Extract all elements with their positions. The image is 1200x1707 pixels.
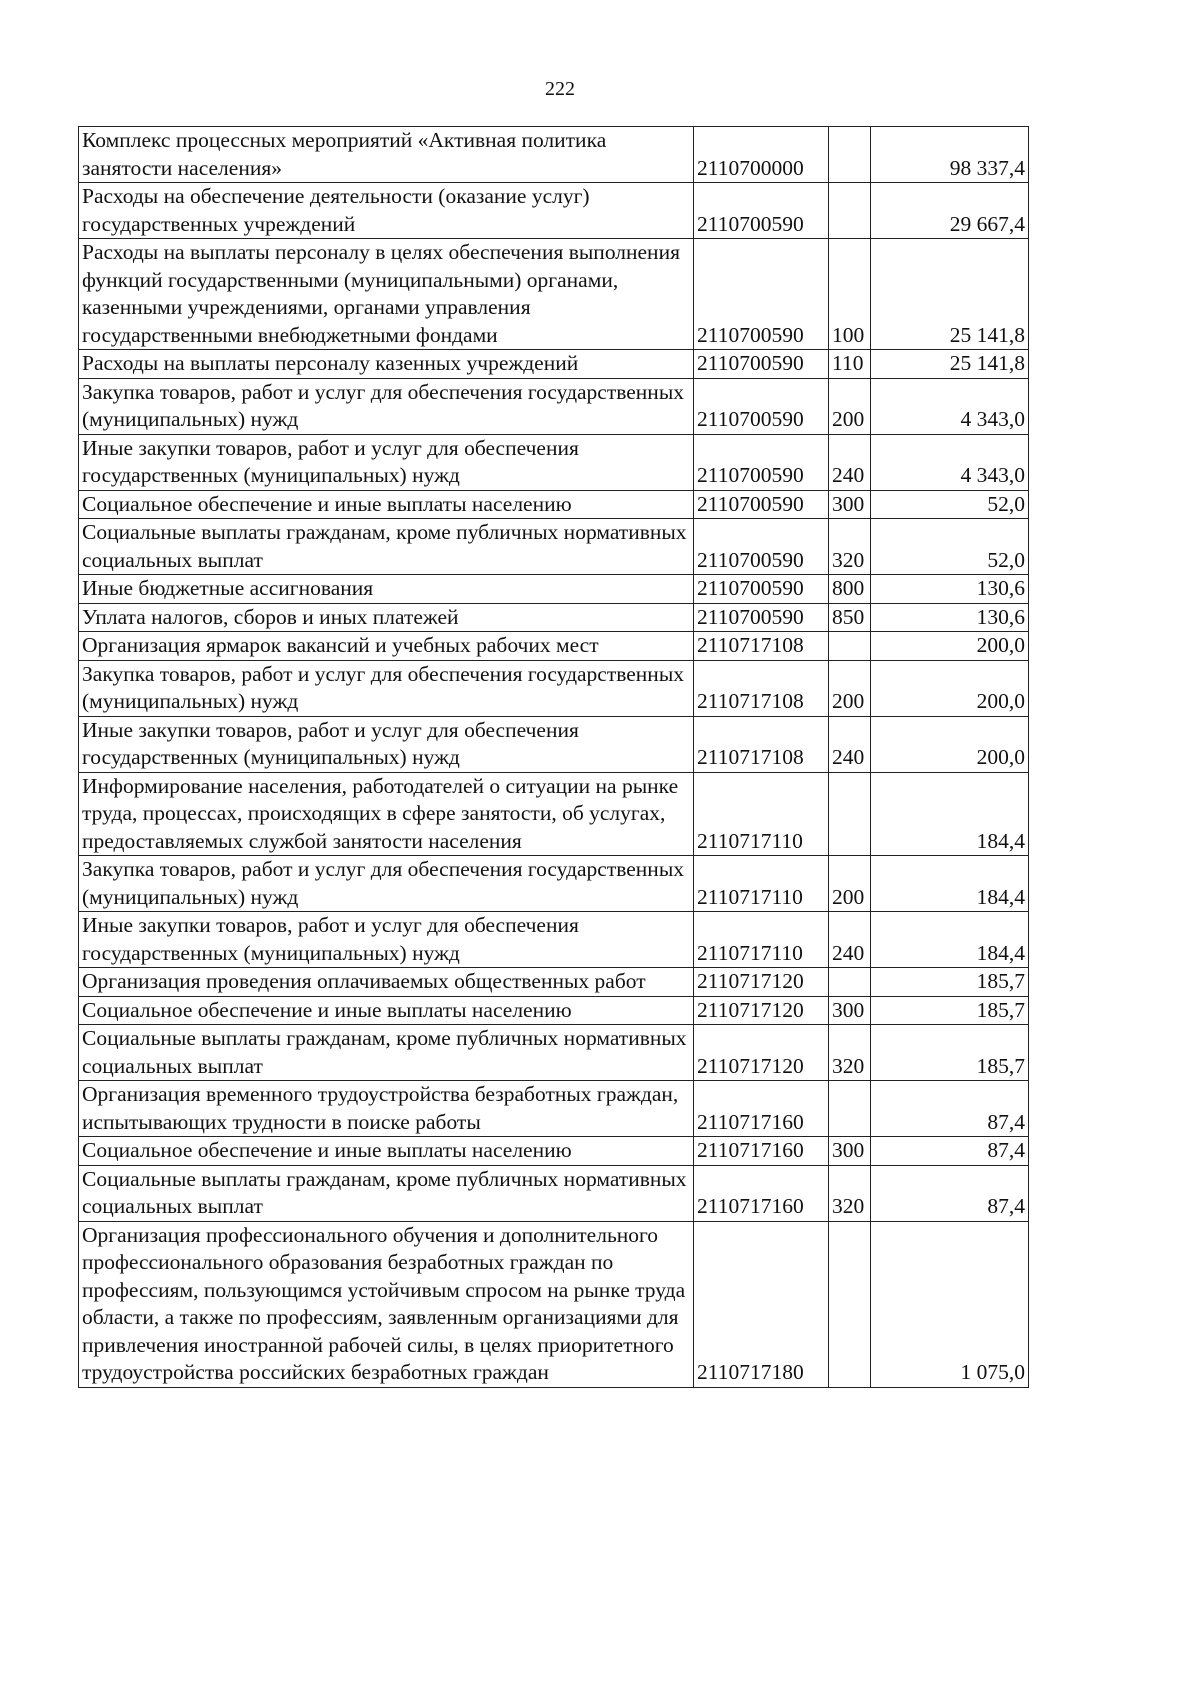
amount-cell: 87,4 [871,1081,1029,1137]
amount-cell: 200,0 [871,716,1029,772]
target-article-cell: 2110717180 [694,1221,829,1387]
target-article-cell: 2110717120 [694,1025,829,1081]
amount-cell: 87,4 [871,1165,1029,1221]
expense-name-cell: Социальное обеспечение и иные выплаты населению [79,996,694,1025]
table-row [79,603,1029,632]
expense-type-cell: 100 [829,239,871,350]
expense-name-cell: Социальные выплаты гражданам, кроме публичных нормативных социальных выплат [79,1025,694,1081]
table-row [79,1221,1029,1387]
target-article-cell: 2110700590 [694,575,829,604]
amount-cell: 52,0 [871,519,1029,575]
target-article-cell: 2110700590 [694,603,829,632]
amount-cell: 184,4 [871,912,1029,968]
target-article-cell: 2110717108 [694,660,829,716]
expense-name-cell: Организация профессионального обучения и дополнительного профессионального образования безработных граждан по профессиям, пользующимся устойчивым спросом на рынке труда области, а также по профессиям, заявленным организациями для привлечения иностранной рабочей силы, в целях приоритетного трудоустройства российских безработных граждан [79,1221,694,1387]
table-row [79,239,1029,350]
amount-cell: 52,0 [871,490,1029,519]
amount-cell: 98 337,4 [871,127,1029,183]
expense-name-cell: Социальные выплаты гражданам, кроме публичных нормативных социальных выплат [79,1165,694,1221]
target-article-cell: 2110717110 [694,912,829,968]
expense-type-cell: 200 [829,660,871,716]
expense-type-cell: 850 [829,603,871,632]
target-article-cell: 2110700590 [694,434,829,490]
expense-type-cell: 240 [829,716,871,772]
table-row [79,1081,1029,1137]
target-article-cell: 2110717120 [694,968,829,997]
expense-name-cell: Иные закупки товаров, работ и услуг для обеспечения государственных (муниципальных) нужд [79,434,694,490]
table-row [79,434,1029,490]
amount-cell: 184,4 [871,856,1029,912]
target-article-cell: 2110717120 [694,996,829,1025]
expense-type-cell [829,1221,871,1387]
expense-type-cell: 240 [829,434,871,490]
amount-cell: 4 343,0 [871,378,1029,434]
table-row [79,350,1029,379]
amount-cell: 200,0 [871,632,1029,661]
expense-name-cell: Социальные выплаты гражданам, кроме публичных нормативных социальных выплат [79,519,694,575]
table-row [79,912,1029,968]
expense-type-cell: 200 [829,378,871,434]
expense-name-cell: Информирование населения, работодателей о ситуации на рынке труда, процессах, происходящих в сфере занятости, об услугах, предоставляемых службой занятости населения [79,772,694,856]
amount-cell: 130,6 [871,603,1029,632]
page-number: 222 [545,78,575,100]
target-article-cell: 2110717110 [694,772,829,856]
expense-type-cell: 110 [829,350,871,379]
target-article-cell: 2110717110 [694,856,829,912]
target-article-cell: 2110700590 [694,378,829,434]
expense-type-cell: 320 [829,1165,871,1221]
expense-name-cell: Закупка товаров, работ и услуг для обеспечения государственных (муниципальных) нужд [79,856,694,912]
expense-type-cell [829,772,871,856]
expense-type-cell [829,127,871,183]
expense-type-cell [829,632,871,661]
table-row [79,716,1029,772]
table-row [79,1137,1029,1166]
expense-type-cell: 240 [829,912,871,968]
table-row [79,856,1029,912]
expense-type-cell: 320 [829,519,871,575]
expense-type-cell: 800 [829,575,871,604]
expense-name-cell: Расходы на выплаты персоналу в целях обеспечения выполнения функций государственными (муниципальными) органами, казенными учреждениями, органами управления государственными внебюджетными фондами [79,239,694,350]
expense-type-cell: 320 [829,1025,871,1081]
target-article-cell: 2110700590 [694,519,829,575]
target-article-cell: 2110717108 [694,632,829,661]
expense-name-cell: Социальное обеспечение и иные выплаты населению [79,1137,694,1166]
table-row [79,1165,1029,1221]
table-row [79,968,1029,997]
amount-cell: 25 141,8 [871,239,1029,350]
expense-name-cell: Расходы на выплаты персоналу казенных учреждений [79,350,694,379]
table-row [79,996,1029,1025]
target-article-cell: 2110717160 [694,1165,829,1221]
amount-cell: 184,4 [871,772,1029,856]
table-row [79,127,1029,183]
table-row [79,183,1029,239]
table-row [79,575,1029,604]
expense-name-cell: Иные закупки товаров, работ и услуг для обеспечения государственных (муниципальных) нужд [79,716,694,772]
expense-name-cell: Организация проведения оплачиваемых общественных работ [79,968,694,997]
amount-cell: 4 343,0 [871,434,1029,490]
table-row [79,660,1029,716]
table-row [79,772,1029,856]
expense-name-cell: Социальное обеспечение и иные выплаты населению [79,490,694,519]
amount-cell: 25 141,8 [871,350,1029,379]
amount-cell: 185,7 [871,1025,1029,1081]
expense-type-cell [829,183,871,239]
table-row [79,490,1029,519]
target-article-cell: 2110700590 [694,350,829,379]
expense-name-cell: Иные бюджетные ассигнования [79,575,694,604]
amount-cell: 29 667,4 [871,183,1029,239]
amount-cell: 87,4 [871,1137,1029,1166]
expense-name-cell: Организация временного трудоустройства безработных граждан, испытывающих трудности в поиске работы [79,1081,694,1137]
expense-name-cell: Комплекс процессных мероприятий «Активная политика занятости населения» [79,127,694,183]
expense-type-cell: 300 [829,996,871,1025]
amount-cell: 130,6 [871,575,1029,604]
table-row [79,378,1029,434]
expense-type-cell: 300 [829,1137,871,1166]
expense-type-cell [829,968,871,997]
amount-cell: 200,0 [871,660,1029,716]
target-article-cell: 2110700000 [694,127,829,183]
expense-name-cell: Уплата налогов, сборов и иных платежей [79,603,694,632]
target-article-cell: 2110700590 [694,183,829,239]
expense-name-cell: Организация ярмарок вакансий и учебных рабочих мест [79,632,694,661]
expense-name-cell: Расходы на обеспечение деятельности (оказание услуг) государственных учреждений [79,183,694,239]
expense-type-cell: 300 [829,490,871,519]
expense-name-cell: Иные закупки товаров, работ и услуг для обеспечения государственных (муниципальных) нужд [79,912,694,968]
target-article-cell: 2110717160 [694,1081,829,1137]
target-article-cell: 2110717108 [694,716,829,772]
expense-name-cell: Закупка товаров, работ и услуг для обеспечения государственных (муниципальных) нужд [79,378,694,434]
amount-cell: 185,7 [871,996,1029,1025]
target-article-cell: 2110700590 [694,490,829,519]
table-row [79,519,1029,575]
expense-name-cell: Закупка товаров, работ и услуг для обеспечения государственных (муниципальных) нужд [79,660,694,716]
table-row [79,632,1029,661]
budget-table [78,126,1029,1388]
amount-cell: 1 075,0 [871,1221,1029,1387]
table-body [79,127,1029,1388]
amount-cell: 185,7 [871,968,1029,997]
target-article-cell: 2110700590 [694,239,829,350]
table-row [79,1025,1029,1081]
target-article-cell: 2110717160 [694,1137,829,1166]
expense-type-cell [829,1081,871,1137]
expense-type-cell: 200 [829,856,871,912]
